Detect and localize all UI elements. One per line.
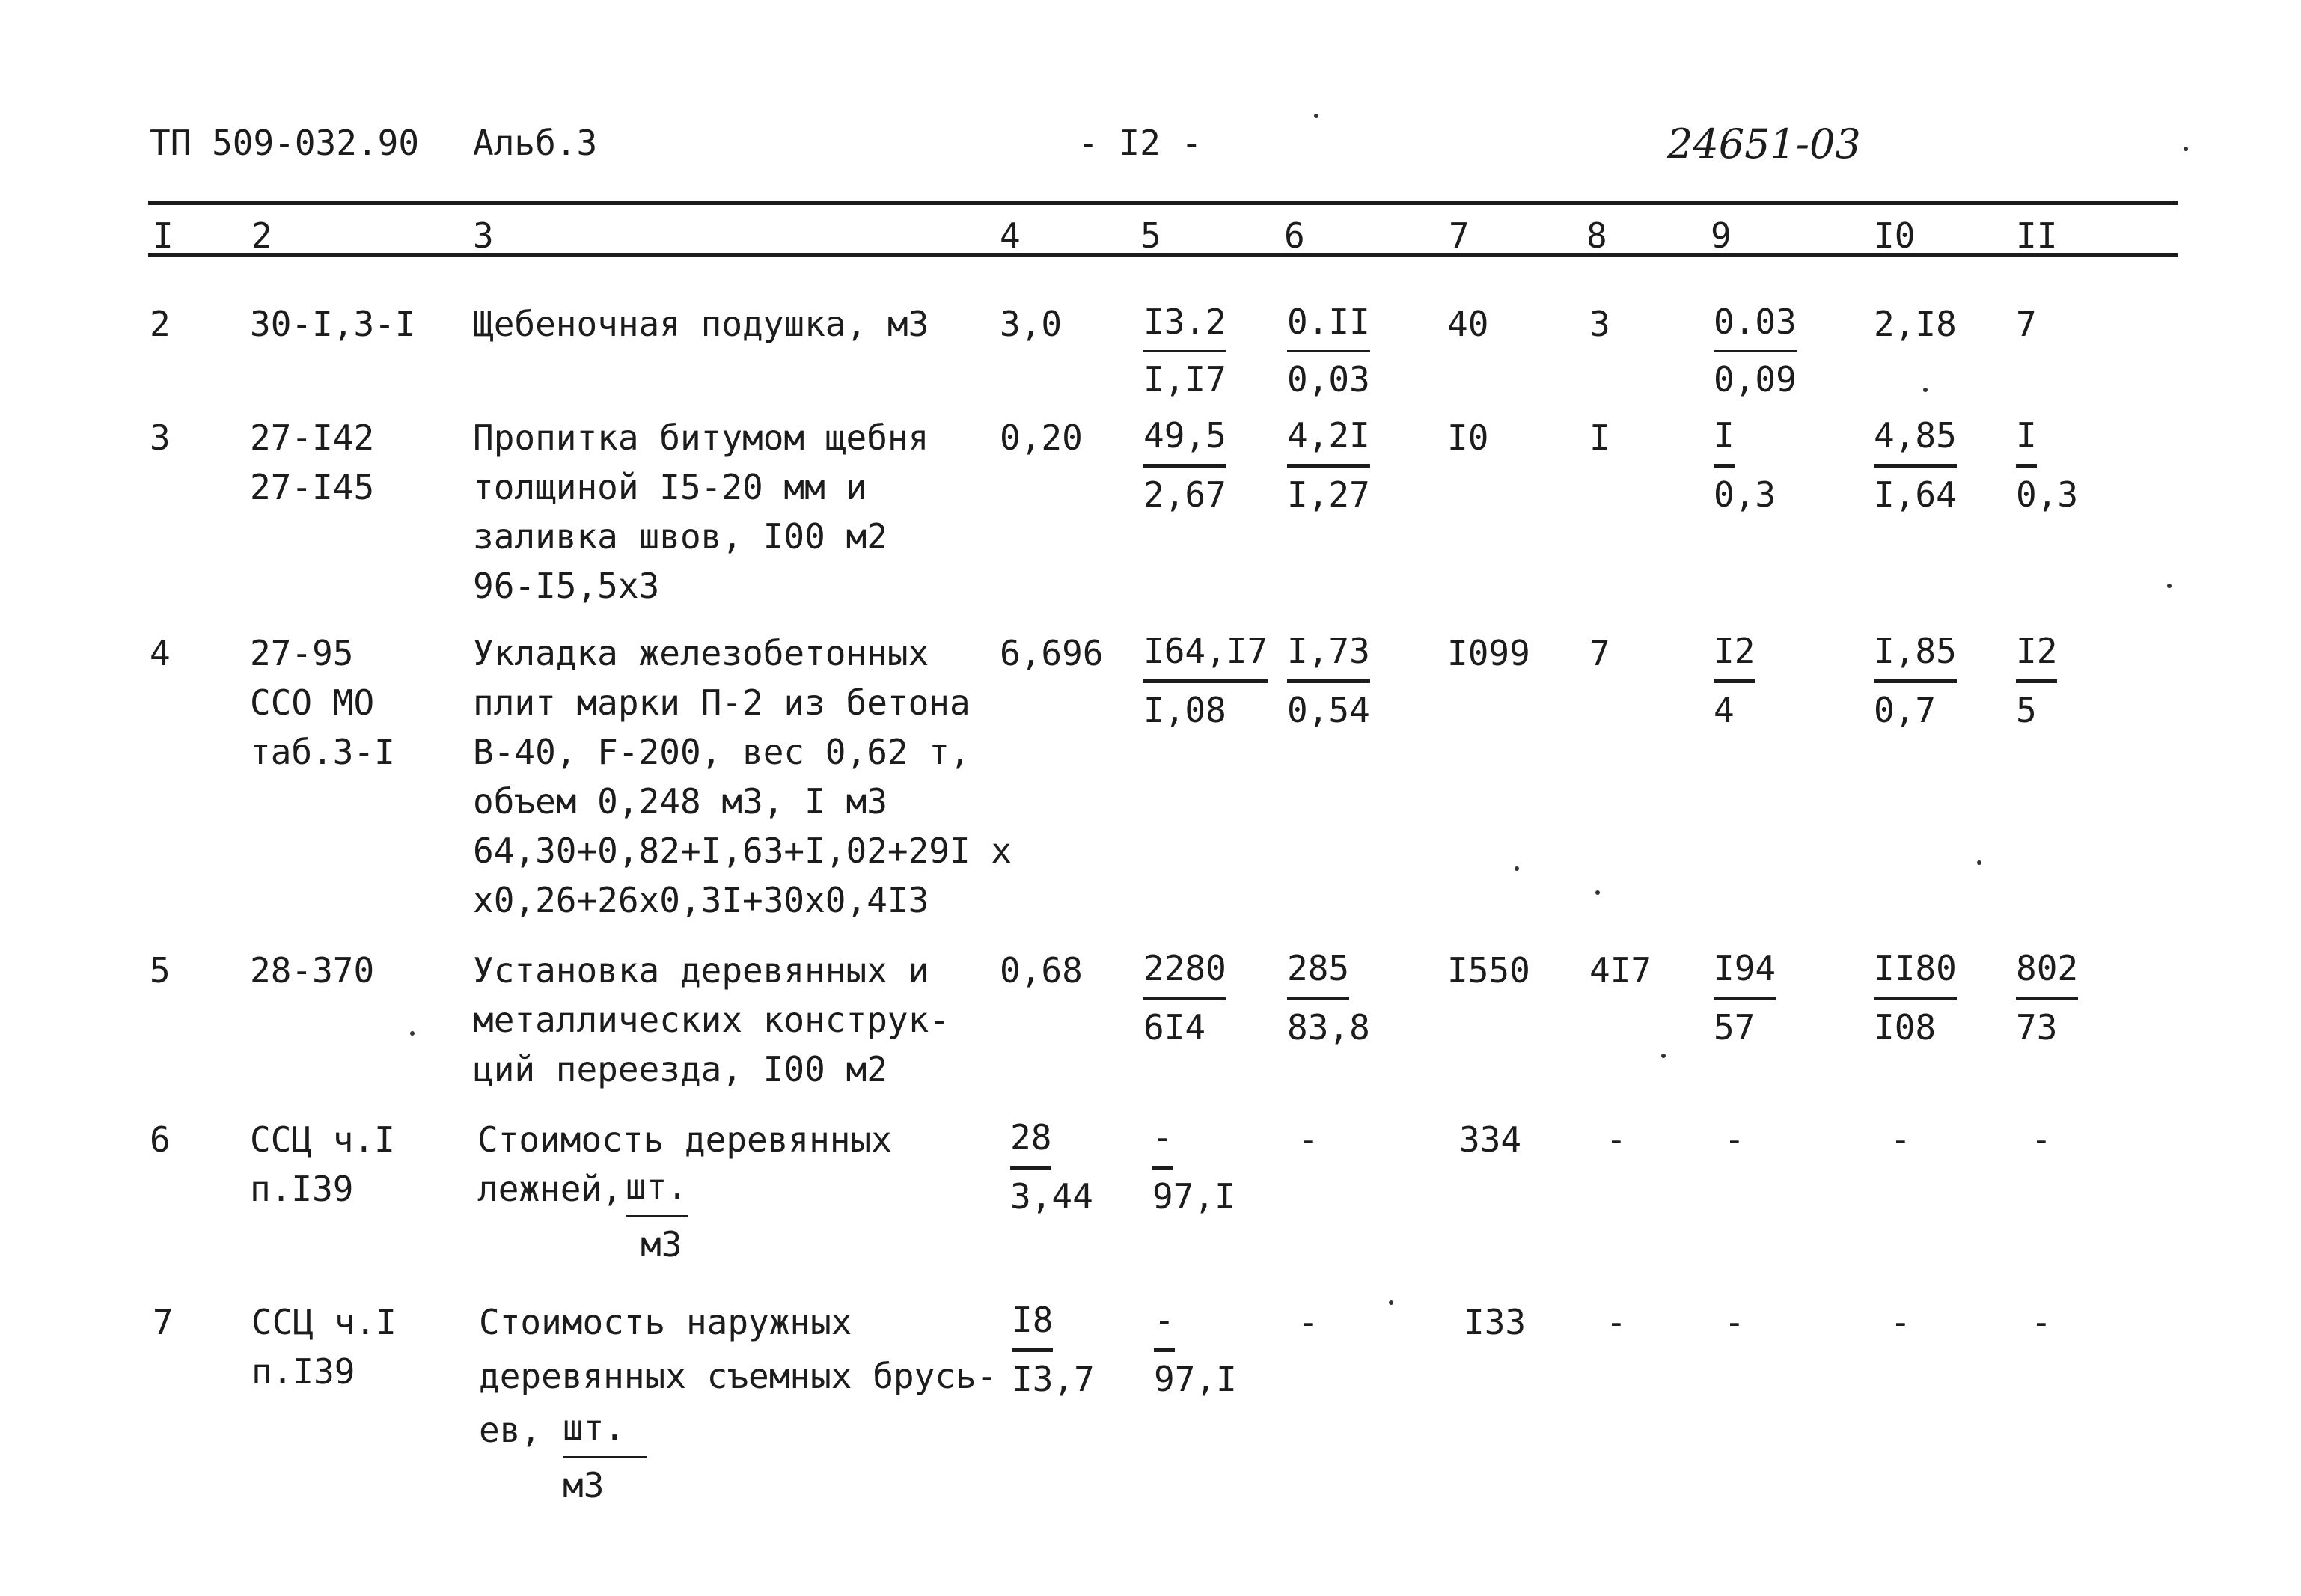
col-header-5: 5 <box>1140 215 1161 256</box>
work-description: Стоимость наружных <box>479 1302 852 1342</box>
col5-denominator: 97,I <box>1152 1176 1235 1217</box>
col11-denominator: 0,3 <box>2016 474 2079 515</box>
work-description: Щебеночная подушка, м3 <box>473 304 929 344</box>
album-label: Альб.3 <box>473 123 598 163</box>
col10-fraction <box>1874 947 1957 1048</box>
col10-denominator: 0,7 <box>1874 690 1937 730</box>
resource-code: п.I39 <box>250 1169 354 1209</box>
col10-fraction <box>1874 415 1957 516</box>
row-number: 2 <box>150 304 171 344</box>
row-number: 3 <box>150 418 171 458</box>
row-number: 7 <box>153 1302 174 1342</box>
col5-fraction <box>1143 415 1226 516</box>
doc-code: ТП 509-032.90 <box>150 123 420 163</box>
page-number: - I2 - <box>1078 123 1203 163</box>
col7-value: I0 <box>1447 418 1489 458</box>
work-description: деревянных съемных брусь- <box>479 1356 997 1396</box>
row-number: 4 <box>150 633 171 673</box>
col6-fraction <box>1287 947 1370 1048</box>
work-description: объем 0,248 м3, I м3 <box>473 781 887 822</box>
col6-denominator: 83,8 <box>1287 1007 1370 1048</box>
col-header-1: I <box>153 215 174 256</box>
quantity: 6,696 <box>1000 633 1104 673</box>
work-description: Установка деревянных и <box>473 950 929 991</box>
resource-code: 30-I,3-I <box>250 304 416 344</box>
col9-denominator: 4 <box>1714 690 1735 730</box>
scan-speck <box>1661 1054 1666 1058</box>
work-description: Стоимость деревянных <box>477 1119 892 1160</box>
col9-value: - <box>1724 1119 1745 1160</box>
col5-numerator: - <box>1154 1299 1175 1352</box>
col11-fraction <box>2016 947 2078 1048</box>
col10-fraction <box>1874 630 1957 731</box>
col9-numerator: I <box>1714 415 1735 468</box>
col9-numerator: I94 <box>1714 947 1776 1000</box>
col10-denominator: I08 <box>1874 1007 1937 1048</box>
col7-value: I33 <box>1464 1302 1527 1342</box>
unit-numerator: шт. <box>563 1407 647 1458</box>
work-description: Пропитка битумом щебня <box>473 418 929 458</box>
col6-numerator: 285 <box>1287 947 1349 1000</box>
col7-value: 334 <box>1459 1119 1522 1160</box>
col5-numerator: I3.2 <box>1143 301 1226 352</box>
col4-numerator: 28 <box>1010 1116 1051 1170</box>
col10-value: - <box>1890 1302 1911 1342</box>
col5-fraction <box>1152 1116 1235 1217</box>
col8-value: 3 <box>1589 304 1610 344</box>
col11-numerator: I <box>2016 415 2037 468</box>
col4-fraction <box>1010 1116 1093 1217</box>
col10-value: - <box>1890 1119 1911 1160</box>
col5-denominator: I,08 <box>1143 690 1226 730</box>
col6-denominator: 0,03 <box>1287 359 1370 400</box>
col-header-6: 6 <box>1284 215 1305 256</box>
col9-fraction <box>1714 630 1755 731</box>
col5-numerator: 49,5 <box>1143 415 1226 468</box>
col8-value: I <box>1589 418 1610 458</box>
col-header-9: 9 <box>1711 215 1732 256</box>
col5-numerator: - <box>1152 1116 1173 1170</box>
col5-fraction <box>1143 630 1268 731</box>
col8-value: - <box>1606 1119 1627 1160</box>
unit-fraction <box>626 1166 688 1265</box>
col9-numerator: I2 <box>1714 630 1755 683</box>
col5-denominator: 97,I <box>1154 1359 1237 1399</box>
quantity: 3,0 <box>1000 304 1063 344</box>
work-description: заливка швов, I00 м2 <box>473 516 887 557</box>
col6-fraction <box>1287 415 1370 516</box>
unit-denominator: м3 <box>641 1224 682 1265</box>
col5-denominator: I,I7 <box>1143 359 1226 400</box>
col10-numerator: I,85 <box>1874 630 1957 683</box>
col11-value: - <box>2031 1119 2052 1160</box>
col10-denominator: I,64 <box>1874 474 1957 515</box>
work-description: В-40, F-200, вес 0,62 т, <box>473 732 971 772</box>
col11-denominator: 5 <box>2016 690 2037 730</box>
row-number: 5 <box>150 950 171 991</box>
quantity: 0,20 <box>1000 418 1083 458</box>
row-number: 6 <box>150 1119 171 1160</box>
work-description: лежней, <box>477 1169 623 1209</box>
col11-numerator: 802 <box>2016 947 2078 1000</box>
col9-fraction <box>1714 301 1797 400</box>
col6-denominator: 0,54 <box>1287 690 1370 730</box>
col-header-7: 7 <box>1449 215 1470 256</box>
col4-denominator: I3,7 <box>1012 1359 1095 1399</box>
col-header-2: 2 <box>251 215 272 256</box>
col9-fraction <box>1714 415 1776 516</box>
col9-denominator: 0,3 <box>1714 474 1776 515</box>
work-description: 96-I5,5х3 <box>473 566 660 606</box>
col7-value: I099 <box>1447 633 1530 673</box>
resource-code: п.I39 <box>251 1351 355 1392</box>
resource-code: 27-I45 <box>250 467 375 507</box>
col5-numerator: 2280 <box>1143 947 1226 1000</box>
col6-value: - <box>1298 1119 1318 1160</box>
col-header-8: 8 <box>1586 215 1607 256</box>
col9-fraction <box>1714 947 1776 1048</box>
col11-denominator: 73 <box>2016 1007 2058 1048</box>
col6-fraction <box>1287 301 1370 400</box>
col8-value: 7 <box>1589 633 1610 673</box>
col6-numerator: I,73 <box>1287 630 1370 683</box>
quantity: 0,68 <box>1000 950 1083 991</box>
col-header-10: I0 <box>1874 215 1916 256</box>
resource-code: ССО МО <box>250 682 375 723</box>
col6-denominator: I,27 <box>1287 474 1370 515</box>
handwritten-ref-number: 24651-03 <box>1667 120 1861 168</box>
col4-denominator: 3,44 <box>1010 1176 1093 1217</box>
col6-numerator: 4,2I <box>1287 415 1370 468</box>
col11-fraction <box>2016 415 2078 516</box>
col4-fraction <box>1012 1299 1095 1400</box>
unit-denominator: м3 <box>563 1465 605 1505</box>
scan-speck <box>1595 890 1600 895</box>
col9-value: - <box>1724 1302 1745 1342</box>
col11-numerator: I2 <box>2016 630 2057 683</box>
col-header-4: 4 <box>1000 215 1021 256</box>
col11-value: - <box>2031 1302 2052 1342</box>
col11-fraction <box>2016 630 2057 731</box>
work-description: плит марки П-2 из бетона <box>473 682 971 723</box>
col9-denominator: 57 <box>1714 1007 1755 1048</box>
col10-numerator: 4,85 <box>1874 415 1957 468</box>
col9-numerator: 0.03 <box>1714 301 1797 352</box>
col-header-3: 3 <box>473 215 494 256</box>
col8-value: 4I7 <box>1589 950 1652 991</box>
col5-fraction <box>1143 301 1226 400</box>
resource-code: таб.3-I <box>250 732 395 772</box>
unit-fraction <box>563 1407 647 1506</box>
resource-code: 28-370 <box>250 950 375 991</box>
scan-speck <box>1977 860 1981 865</box>
col5-fraction <box>1143 947 1226 1048</box>
work-description: ций переезда, I00 м2 <box>473 1049 887 1089</box>
work-description: х0,26+26х0,3I+30х0,4I3 <box>473 880 929 920</box>
scan-speck <box>1923 388 1928 392</box>
work-description: 64,30+0,82+I,63+I,02+29I х <box>473 831 1012 871</box>
resource-code: ССЦ ч.I <box>250 1119 395 1160</box>
scan-speck <box>1314 114 1318 118</box>
work-description: Укладка железобетонных <box>473 633 929 673</box>
resource-code: ССЦ ч.I <box>251 1302 397 1342</box>
col6-fraction <box>1287 630 1370 731</box>
col7-value: I550 <box>1447 950 1530 991</box>
scan-speck <box>1389 1300 1393 1305</box>
col6-numerator: 0.II <box>1287 301 1370 352</box>
scan-speck <box>1515 866 1519 871</box>
work-description: металлических конструк- <box>473 1000 950 1040</box>
work-description: ев, <box>479 1410 542 1450</box>
scan-speck <box>410 1031 415 1036</box>
unit-numerator: шт. <box>626 1166 688 1217</box>
scan-speck <box>2167 584 2172 588</box>
col9-denominator: 0,09 <box>1714 359 1797 400</box>
col10-value: 2,I8 <box>1874 304 1957 344</box>
scan-speck <box>2184 147 2188 151</box>
resource-code: 27-95 <box>250 633 354 673</box>
col10-numerator: II80 <box>1874 947 1957 1000</box>
col5-numerator: I64,I7 <box>1143 630 1268 683</box>
col5-denominator: 6I4 <box>1143 1007 1206 1048</box>
col11-value: 7 <box>2016 304 2037 344</box>
table-top-rule <box>148 201 2178 205</box>
col5-fraction <box>1154 1299 1237 1400</box>
col7-value: 40 <box>1447 304 1489 344</box>
work-description: толщиной I5-20 мм и <box>473 467 867 507</box>
col5-denominator: 2,67 <box>1143 474 1226 515</box>
col4-numerator: I8 <box>1012 1299 1053 1352</box>
col6-value: - <box>1298 1302 1318 1342</box>
resource-code: 27-I42 <box>250 418 375 458</box>
col8-value: - <box>1606 1302 1627 1342</box>
col-header-11: II <box>2016 215 2058 256</box>
